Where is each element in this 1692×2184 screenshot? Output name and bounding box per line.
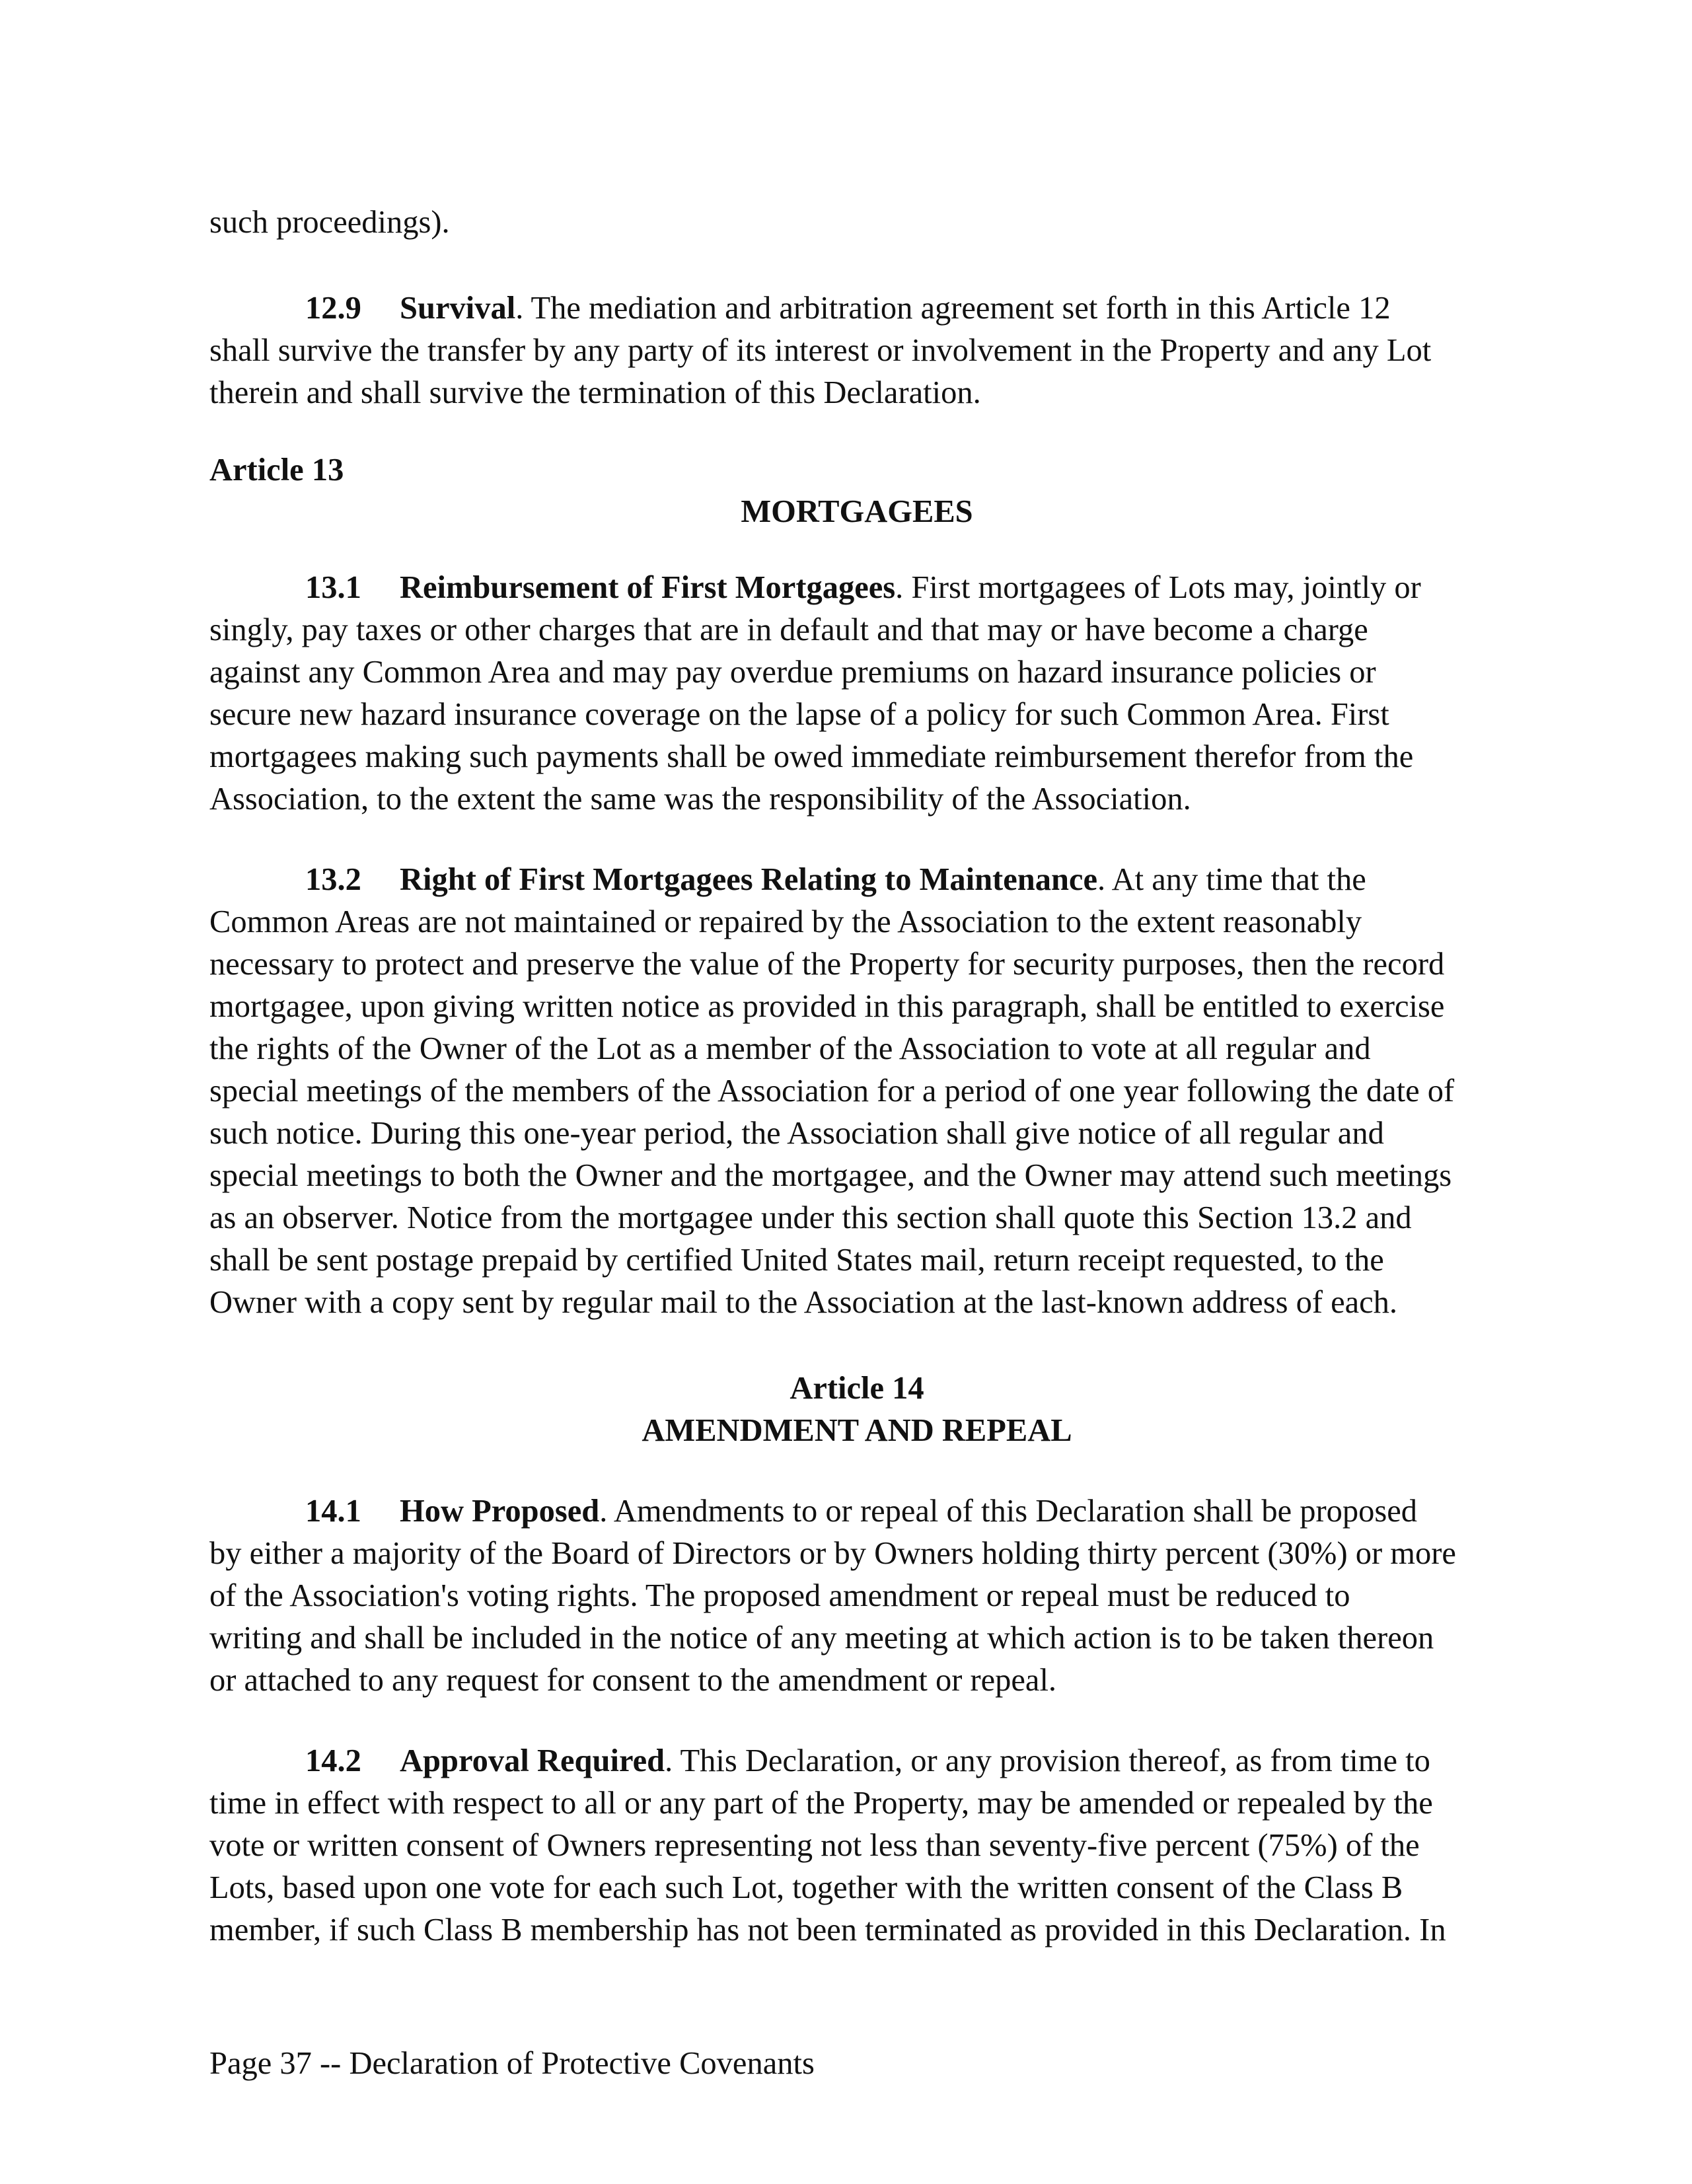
section-14-1-line: by either a majority of the Board of Directors or by Owners holding thirty percent (30%) or more [209, 1536, 1456, 1571]
section-14-2-line: Lots, based upon one vote for each such Lot, together with the written consent of the Class B [209, 1870, 1403, 1905]
section-14-1-line: writing and shall be included in the notice of any meeting at which action is to be taken thereon [209, 1620, 1434, 1656]
section-13-1-line: against any Common Area and may pay overdue premiums on hazard insurance policies or [209, 655, 1376, 690]
page-footer: Page 37 -- Declaration of Protective Covenants [209, 2046, 815, 2081]
continuation-text: such proceedings). [209, 205, 450, 240]
section-13-2-line: shall be sent postage prepaid by certified United States mail, return receipt requested, to the [209, 1243, 1384, 1278]
section-13-2-first-line [305, 859, 1366, 901]
section-13-2-line: necessary to protect and preserve the value of the Property for security purposes, then the record [209, 947, 1445, 982]
section-13-2-line: such notice. During this one-year period, the Association shall give notice of all regular and [209, 1116, 1384, 1151]
section-13-2-line: the rights of the Owner of the Lot as a member of the Association to vote at all regular and [209, 1031, 1371, 1066]
section-14-1-first-line [305, 1490, 1417, 1533]
article-13-label: Article 13 [209, 453, 344, 488]
section-13-2-line: mortgagee, upon giving written notice as provided in this paragraph, shall be entitled to exercise [209, 989, 1445, 1024]
section-title: How Proposed [400, 1494, 600, 1529]
section-number: 14.2 [305, 1743, 361, 1778]
section-text: . At any time that the [1097, 862, 1366, 897]
section-14-2-line: vote or written consent of Owners representing not less than seventy-five percent (75%) of the [209, 1828, 1420, 1863]
document-page [209, 0, 1504, 2184]
section-title: Approval Required [400, 1743, 665, 1778]
section-12-9-first-line [305, 287, 1391, 330]
section-14-1-line: of the Association's voting rights. The proposed amendment or repeal must be reduced to [209, 1578, 1350, 1613]
section-12-9-line: shall survive the transfer by any party of its interest or involvement in the Property and any Lot [209, 333, 1432, 368]
article-13-heading: MORTGAGEES [741, 494, 973, 529]
section-number: 14.1 [305, 1494, 361, 1529]
section-13-1-line: mortgagees making such payments shall be owed immediate reimbursement therefor from the [209, 739, 1414, 774]
section-text: . This Declaration, or any provision thereof, as from time to [665, 1743, 1430, 1778]
section-14-2-line: time in effect with respect to all or any part of the Property, may be amended or repealed by the [209, 1786, 1433, 1821]
section-13-2-line: special meetings of the members of the Association for a period of one year following the date of [209, 1074, 1455, 1109]
section-number: 13.1 [305, 570, 361, 605]
section-13-2-line: special meetings to both the Owner and the mortgagee, and the Owner may attend such meetings [209, 1158, 1452, 1193]
section-14-2-line: member, if such Class B membership has not been terminated as provided in this Declaration. In [209, 1912, 1446, 1947]
section-number: 13.2 [305, 862, 361, 897]
section-number: 12.9 [305, 291, 361, 326]
section-title: Reimbursement of First Mortgagees [400, 570, 896, 605]
section-14-2-first-line [305, 1740, 1430, 1782]
section-text: . The mediation and arbitration agreement set forth in this Article 12 [515, 291, 1391, 326]
section-text: . Amendments to or repeal of this Declaration shall be proposed [599, 1494, 1418, 1529]
section-13-1-line: secure new hazard insurance coverage on the lapse of a policy for such Common Area. First [209, 697, 1389, 732]
section-title: Survival [400, 291, 516, 326]
article-14-label: Article 14 [790, 1371, 924, 1406]
section-13-1-line: Association, to the extent the same was the responsibility of the Association. [209, 782, 1191, 817]
section-13-2-line: Common Areas are not maintained or repaired by the Association to the extent reasonably [209, 904, 1362, 939]
section-13-1-first-line [305, 567, 1421, 609]
section-13-2-line: as an observer. Notice from the mortgagee under this section shall quote this Section 13.2 and [209, 1200, 1412, 1235]
section-title: Right of First Mortgagees Relating to Maintenance [400, 862, 1097, 897]
article-14-heading: AMENDMENT AND REPEAL [642, 1413, 1072, 1448]
section-12-9-line: therein and shall survive the termination of this Declaration. [209, 375, 981, 410]
section-text: . First mortgagees of Lots may, jointly or [895, 570, 1421, 605]
section-14-1-line: or attached to any request for consent to the amendment or repeal. [209, 1663, 1057, 1698]
section-13-2-line: Owner with a copy sent by regular mail to the Association at the last-known address of each. [209, 1285, 1398, 1320]
section-13-1-line: singly, pay taxes or other charges that are in default and that may or have become a charge [209, 612, 1368, 647]
